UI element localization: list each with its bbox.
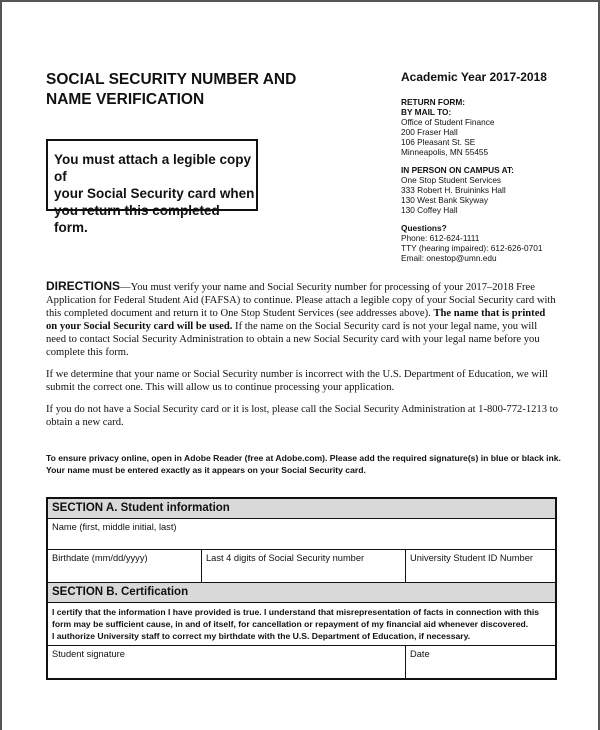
directions-paragraph-3: If you do not have a Social Security card or it is lost, please call the Social Security Administration at 1-800-772-1213 to obtain a new card. bbox=[46, 404, 558, 428]
in-person-line: 333 Robert H. Bruininks Hall bbox=[401, 185, 506, 195]
directions-text-1a: —You must verify your name and Social Security number for processing of your 2017–2018 Free Application for Federal Student Aid (FAFSA) to continue. Please attach a legible copy of your Social Security card with this completed document and return it to One Stop Student Services (see addresses above). bbox=[46, 282, 556, 319]
mail-line: Office of Student Finance bbox=[401, 117, 495, 127]
directions-text-1-bold: The name that is printed on your Social Security card will be used. bbox=[46, 308, 546, 332]
directions-heading: DIRECTIONS bbox=[46, 279, 121, 293]
mail-line: 106 Pleasant St. SE bbox=[401, 137, 476, 147]
birthdate-label: Birthdate (mm/dd/yyyy) bbox=[52, 553, 148, 563]
cert-line-3: I authorize University staff to correct my birthdate with the U.S. Department of Education, if necessary. bbox=[52, 631, 471, 641]
id-row bbox=[48, 550, 555, 583]
attach-card-notice bbox=[46, 139, 258, 235]
privacy-line-2: Your name must be entered exactly as it appears on your Social Security card. bbox=[46, 465, 366, 475]
signature-field[interactable] bbox=[48, 646, 405, 678]
privacy-notice bbox=[46, 452, 561, 476]
notice-line-1: You must attach a legible copy of bbox=[54, 152, 252, 184]
by-mail-heading: BY MAIL TO: bbox=[401, 107, 452, 117]
cert-line-2: form may be sufficient cause, in and of itself, for cancellation or repayment of my financial aid whenever discovered. bbox=[52, 619, 529, 629]
notice-line-2: your Social Security card when bbox=[54, 186, 255, 201]
directions-paragraph-2: If we determine that your name or Social Security number is incorrect with the U.S. Department of Education, we will submit the correct one. This will allow us to continue processing your application. bbox=[46, 369, 548, 393]
directions-block bbox=[46, 280, 558, 438]
certification-text bbox=[48, 603, 555, 646]
ssn-last4-field[interactable] bbox=[201, 550, 405, 582]
in-person-line: One Stop Student Services bbox=[401, 175, 502, 185]
directions-paragraph-1 bbox=[46, 280, 558, 359]
name-label: Name (first, middle initial, last) bbox=[52, 522, 177, 532]
academic-year: Academic Year 2017-2018 bbox=[401, 70, 547, 84]
title-line-2: NAME VERIFICATION bbox=[46, 91, 205, 108]
cert-line-1: I certify that the information I have provided is true. I understand that misrepresentation of facts in connection with this bbox=[52, 607, 540, 617]
privacy-line-1: To ensure privacy online, open in Adobe Reader (free at Adobe.com). Please add the required signature(s) in blue or black ink. bbox=[46, 453, 561, 463]
tty-line: TTY (hearing impaired): 612-626-0701 bbox=[401, 243, 543, 253]
verification-form bbox=[46, 497, 557, 680]
section-a-header: SECTION A. Student information bbox=[48, 499, 555, 519]
student-id-label: University Student ID Number bbox=[410, 553, 533, 563]
date-label: Date bbox=[410, 649, 430, 659]
birthdate-field[interactable] bbox=[48, 550, 201, 582]
in-person-heading: IN PERSON ON CAMPUS AT: bbox=[401, 165, 514, 175]
mail-line: Minneapolis, MN 55455 bbox=[401, 147, 489, 157]
page-border-left bbox=[0, 0, 2, 730]
date-field[interactable] bbox=[405, 646, 555, 678]
return-info-column bbox=[401, 70, 591, 263]
questions-heading: Questions? bbox=[401, 223, 447, 233]
in-person-line: 130 West Bank Skyway bbox=[401, 195, 489, 205]
in-person-line: 130 Coffey Hall bbox=[401, 205, 458, 215]
section-b-header: SECTION B. Certification bbox=[48, 583, 555, 603]
signature-row bbox=[48, 646, 555, 678]
page-title bbox=[46, 70, 296, 110]
phone-line: Phone: 612-624-1111 bbox=[401, 233, 480, 243]
name-field[interactable] bbox=[48, 519, 555, 549]
name-row bbox=[48, 519, 555, 550]
title-line-1: SOCIAL SECURITY NUMBER AND bbox=[46, 71, 297, 88]
ssn-label: Last 4 digits of Social Security number bbox=[206, 553, 365, 563]
mail-line: 200 Fraser Hall bbox=[401, 127, 458, 137]
directions-text-1b: If the name on the Social Security card is not your legal name, you will need to contact Social Security Administration to obtain a new Social Security card with your legal name before you complete this form. bbox=[46, 321, 540, 358]
notice-line-3: you return this completed form. bbox=[54, 203, 220, 235]
page-border-top bbox=[0, 0, 600, 2]
signature-label: Student signature bbox=[52, 649, 125, 659]
email-line: Email: onestop@umn.edu bbox=[401, 253, 497, 263]
student-id-field[interactable] bbox=[405, 550, 555, 582]
return-form-heading: RETURN FORM: bbox=[401, 97, 466, 107]
